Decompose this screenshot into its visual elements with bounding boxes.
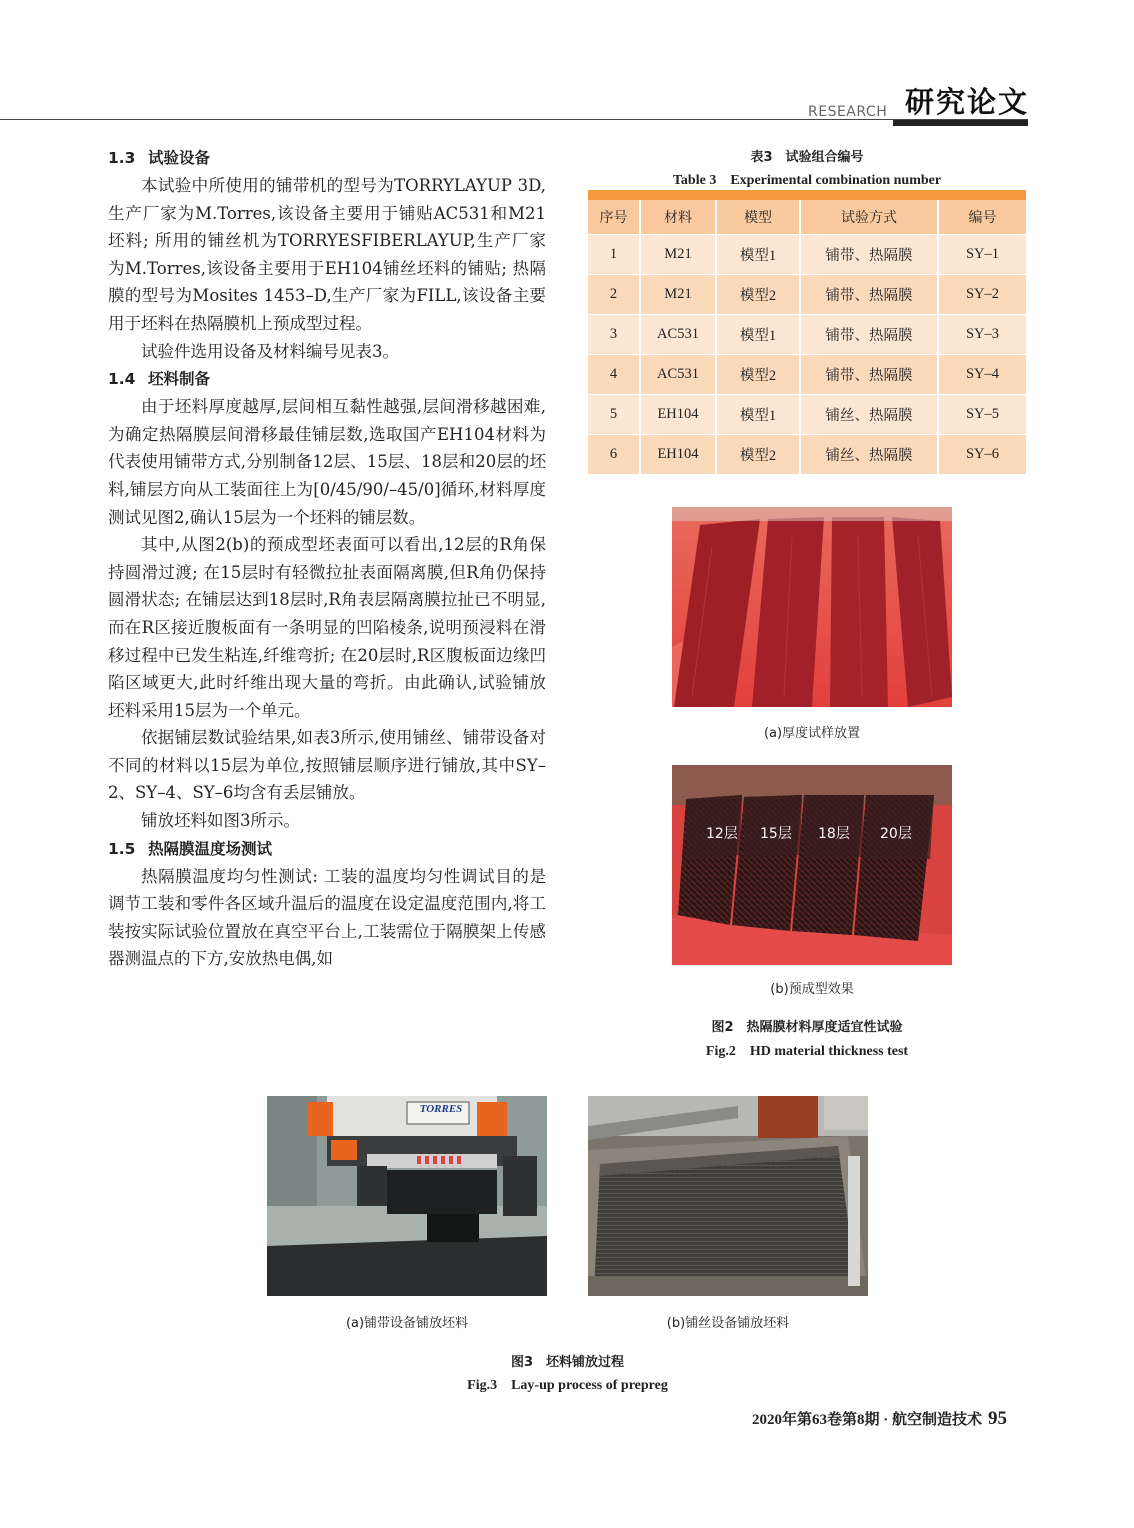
table-cell: M21 bbox=[640, 275, 716, 315]
torres-logo-text: TORRES bbox=[419, 1103, 463, 1115]
photo-tape-laying-machine-image bbox=[267, 1096, 547, 1296]
page-footer bbox=[752, 1408, 1007, 1430]
table-cell: 铺带、热隔膜 bbox=[800, 355, 938, 395]
table-cell: 2 bbox=[588, 275, 640, 315]
table-header-cell: 模型 bbox=[716, 200, 800, 235]
table-cell: 模型2 bbox=[716, 275, 800, 315]
paragraph: 依据铺层数试验结果,如表3所示,使用铺丝、铺带设备对不同的材料以15层为单位,按照铺层顺序进行铺放,其中SY–2、SY–4、SY–6均含有丢层铺放。 bbox=[108, 728, 546, 803]
table-3 bbox=[588, 190, 1026, 474]
section-heading-1-5: 1.5 热隔膜温度场测试 bbox=[108, 839, 273, 858]
photo-preform-result bbox=[672, 765, 952, 965]
fig2-caption-en: Fig.2 HD material thickness test bbox=[705, 1044, 909, 1059]
table-cell: 4 bbox=[588, 355, 640, 395]
table-cell: 铺丝、热隔膜 bbox=[800, 435, 938, 475]
photo-thickness-samples bbox=[672, 507, 952, 707]
table-row bbox=[588, 355, 1026, 395]
paragraph: 本试验中所使用的铺带机的型号为TORRYLAYUP 3D,生产厂家为M.Torres,该设备主要用于铺贴AC531和M21坯料; 所用的铺丝机为TORRYESFIBERLAYUP,生产厂家为M.Torres,该设备主要用于EH104铺丝坯料的铺贴; 热隔膜的型号为Mosites 1453–D,生产厂家为FILL,该设备主要用于坯料在热隔膜机上预成型过程。 bbox=[108, 176, 546, 333]
table-cell: 1 bbox=[588, 235, 640, 275]
paragraph: 试验件选用设备及材料编号见表3。 bbox=[141, 341, 399, 361]
table-header-cell: 试验方式 bbox=[800, 200, 938, 235]
table-cell: SY–5 bbox=[938, 395, 1026, 435]
fig3-caption-en: Fig.3 Lay-up process of prepreg bbox=[467, 1378, 668, 1393]
table-row bbox=[588, 275, 1026, 315]
body-text-column bbox=[108, 144, 546, 973]
table-cell: EH104 bbox=[640, 395, 716, 435]
paragraph: 铺放坯料如图3所示。 bbox=[141, 811, 300, 831]
table-header-cell: 编号 bbox=[938, 200, 1026, 235]
fig2-subcaption-a: (a)厚度试样放置 bbox=[763, 726, 861, 741]
table-cell: AC531 bbox=[640, 355, 716, 395]
fig3-subcaption-a: (a)铺带设备铺放坯料 bbox=[345, 1316, 469, 1331]
table-header-cell: 材料 bbox=[640, 200, 716, 235]
table-row bbox=[588, 235, 1026, 275]
table-cell: SY–4 bbox=[938, 355, 1026, 395]
paragraph: 热隔膜温度均匀性测试: 工装的温度均匀性调试目的是调节工装和零件各区域升温后的温度在设定温度范围内,将工装按实际试验位置放在真空平台上,工装需位于隔膜架上传感器测温点的下方,安放热电偶,如 bbox=[108, 866, 546, 969]
table-cell: 铺带、热隔膜 bbox=[800, 315, 938, 355]
table-cell: 3 bbox=[588, 315, 640, 355]
layer-label-12: 12层 bbox=[706, 826, 738, 842]
layer-label-15: 15层 bbox=[760, 826, 792, 842]
section-heading-1-4: 1.4 坯料制备 bbox=[108, 370, 211, 389]
layer-label-20: 20层 bbox=[880, 826, 912, 842]
photo-fiber-placement-result bbox=[588, 1096, 868, 1296]
table-cell: SY–3 bbox=[938, 315, 1026, 355]
table-caption-en: Table 3 Experimental combination number bbox=[672, 173, 942, 188]
table-cell: 模型1 bbox=[716, 315, 800, 355]
table-row bbox=[588, 435, 1026, 475]
layer-label-18: 18层 bbox=[818, 826, 850, 842]
journal-info: 2020年第63卷第8期 · 航空制造技术 bbox=[751, 1412, 982, 1428]
table-cell: 模型2 bbox=[716, 435, 800, 475]
photo-tape-laying-machine bbox=[267, 1096, 547, 1296]
table-grid bbox=[588, 200, 1026, 474]
table-header-row bbox=[588, 200, 1026, 235]
fig2-caption-cn: 图2 热隔膜材料厚度适宜性试验 bbox=[711, 1020, 903, 1035]
page-number: 95 bbox=[988, 1408, 1007, 1429]
table-cell: SY–2 bbox=[938, 275, 1026, 315]
header-research-label: RESEARCH bbox=[808, 104, 888, 120]
table-cell: SY–6 bbox=[938, 435, 1026, 475]
table-cell: 模型1 bbox=[716, 235, 800, 275]
table-row bbox=[588, 395, 1026, 435]
table-row bbox=[588, 315, 1026, 355]
photo-preform-result-image bbox=[672, 765, 952, 965]
table-top-bar bbox=[588, 190, 1026, 200]
table-cell: 6 bbox=[588, 435, 640, 475]
table-cell: 铺丝、热隔膜 bbox=[800, 395, 938, 435]
table-cell: 模型1 bbox=[716, 395, 800, 435]
paragraph: 其中,从图2(b)的预成型坯表面可以看出,12层的R角保持圆滑过渡; 在15层时有轻微拉扯表面隔离膜,但R角仍保持圆滑状态; 在铺层达到18层时,R角表层隔离膜拉扯已不明显,而在R区接近腹板面有一条明显的凹陷棱条,说明预浸料在滑移过程中已发生粘连,纤维弯折; 在20层时,R区腹板面边缘凹陷区域更大,此时纤维出现大量的弯折。由此确认,试验铺放坯料采用15层为一个单元。 bbox=[108, 535, 546, 720]
photo-fiber-placement-result-image bbox=[588, 1096, 868, 1296]
table-cell: M21 bbox=[640, 235, 716, 275]
table-caption-cn: 表3 试验组合编号 bbox=[750, 150, 864, 165]
table-cell: 模型2 bbox=[716, 355, 800, 395]
table-header-cell: 序号 bbox=[588, 200, 640, 235]
table-cell: 铺带、热隔膜 bbox=[800, 235, 938, 275]
table-cell: SY–1 bbox=[938, 235, 1026, 275]
table-cell: EH104 bbox=[640, 435, 716, 475]
section-heading-1-3: 1.3 试验设备 bbox=[108, 149, 211, 167]
fig2-subcaption-b: (b)预成型效果 bbox=[770, 982, 854, 997]
table-cell: AC531 bbox=[640, 315, 716, 355]
fig3-subcaption-b: (b)铺丝设备铺放坯料 bbox=[666, 1316, 790, 1331]
paragraph: 由于坯料厚度越厚,层间相互黏性越强,层间滑移越困难,为确定热隔膜层间滑移最佳铺层数,选取国产EH104材料为代表使用铺带方式,分别制备12层、15层、18层和20层的坯料,铺层方向从工装面往上为[0/45/90/–45/0]循环,材料厚度测试见图2,确认15层为一个坯料的铺层数。 bbox=[108, 397, 546, 527]
table-cell: 5 bbox=[588, 395, 640, 435]
header-section-title: 研究论文 bbox=[905, 85, 1030, 119]
photo-thickness-samples-image bbox=[672, 507, 952, 707]
fig3-caption-cn: 图3 坯料铺放过程 bbox=[510, 1355, 625, 1370]
table-cell: 铺带、热隔膜 bbox=[800, 275, 938, 315]
